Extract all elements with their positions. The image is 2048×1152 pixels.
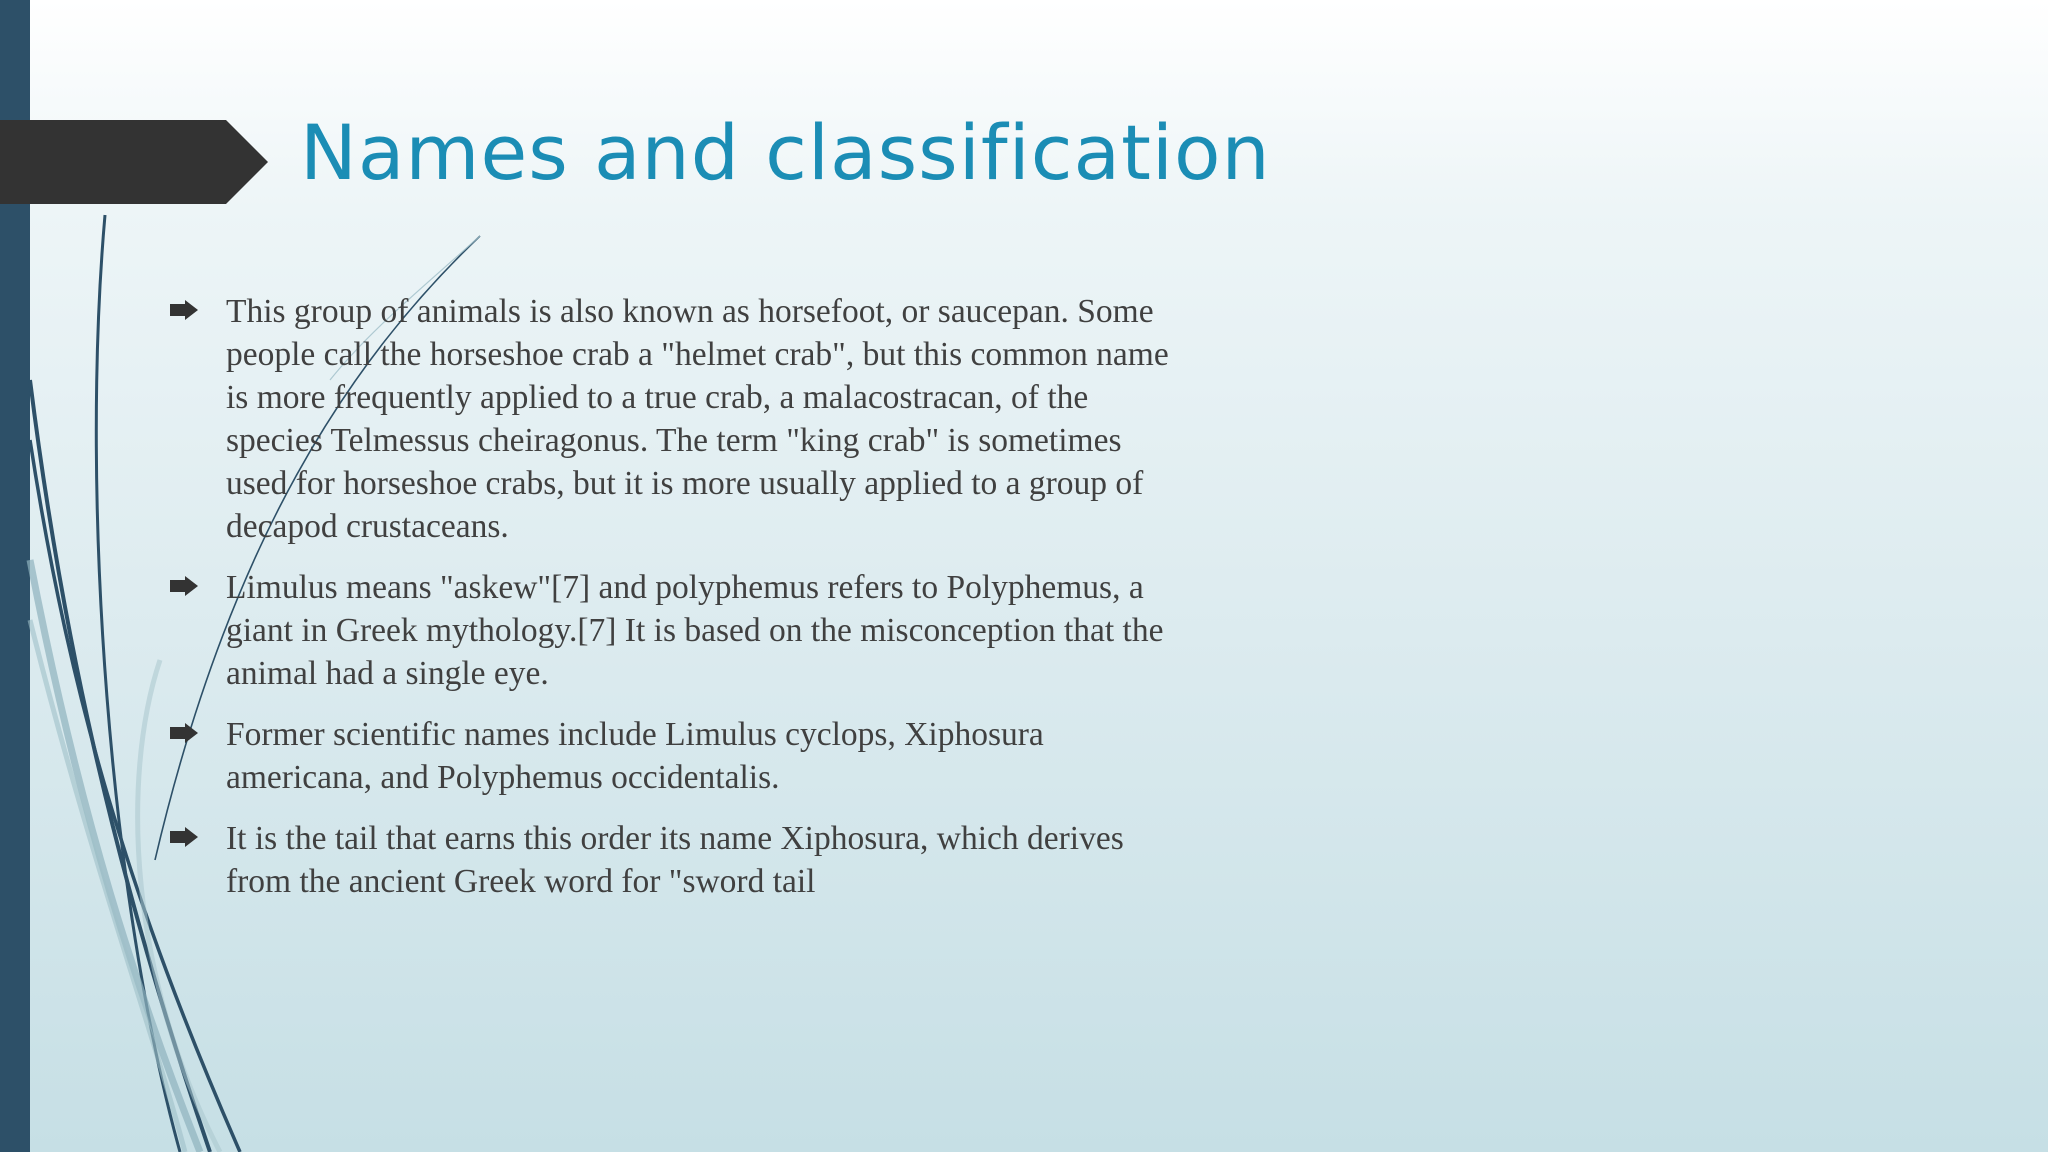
bullet-item: [170, 713, 1170, 799]
arrow-right-icon: [170, 300, 198, 320]
arrow-right-icon: [170, 576, 198, 596]
bullet-item: [170, 817, 1170, 903]
bullet-item: [170, 566, 1170, 695]
bullet-text: Former scientific names include Limulus cyclops, Xiphosura americana, and Polyphemus occidentalis.: [226, 716, 1044, 796]
title-tab-shape: [0, 120, 270, 204]
arrow-right-icon: [170, 723, 198, 743]
arrow-right-icon: [170, 827, 198, 847]
bullet-text: Limulus means "askew"[7] and polyphemus refers to Polyphemus, a giant in Greek mythology.[7] It is based on the misconception that the animal had a single eye.: [226, 569, 1164, 692]
slide-title: Names and classification: [300, 108, 1271, 197]
bullet-text: It is the tail that earns this order its name Xiphosura, which derives from the ancient Greek word for "sword tail: [226, 820, 1124, 900]
bullet-list: [170, 290, 1170, 921]
bullet-item: [170, 290, 1170, 548]
bullet-text: This group of animals is also known as horsefoot, or saucepan. Some people call the horseshoe crab a "helmet crab", but this common name is more frequently applied to a true crab, a malacostracan, of the species Telmessus cheiragonus. The term "king crab" is sometimes used for horseshoe crabs, but it is more usually applied to a group of decapod crustaceans.: [226, 293, 1169, 545]
